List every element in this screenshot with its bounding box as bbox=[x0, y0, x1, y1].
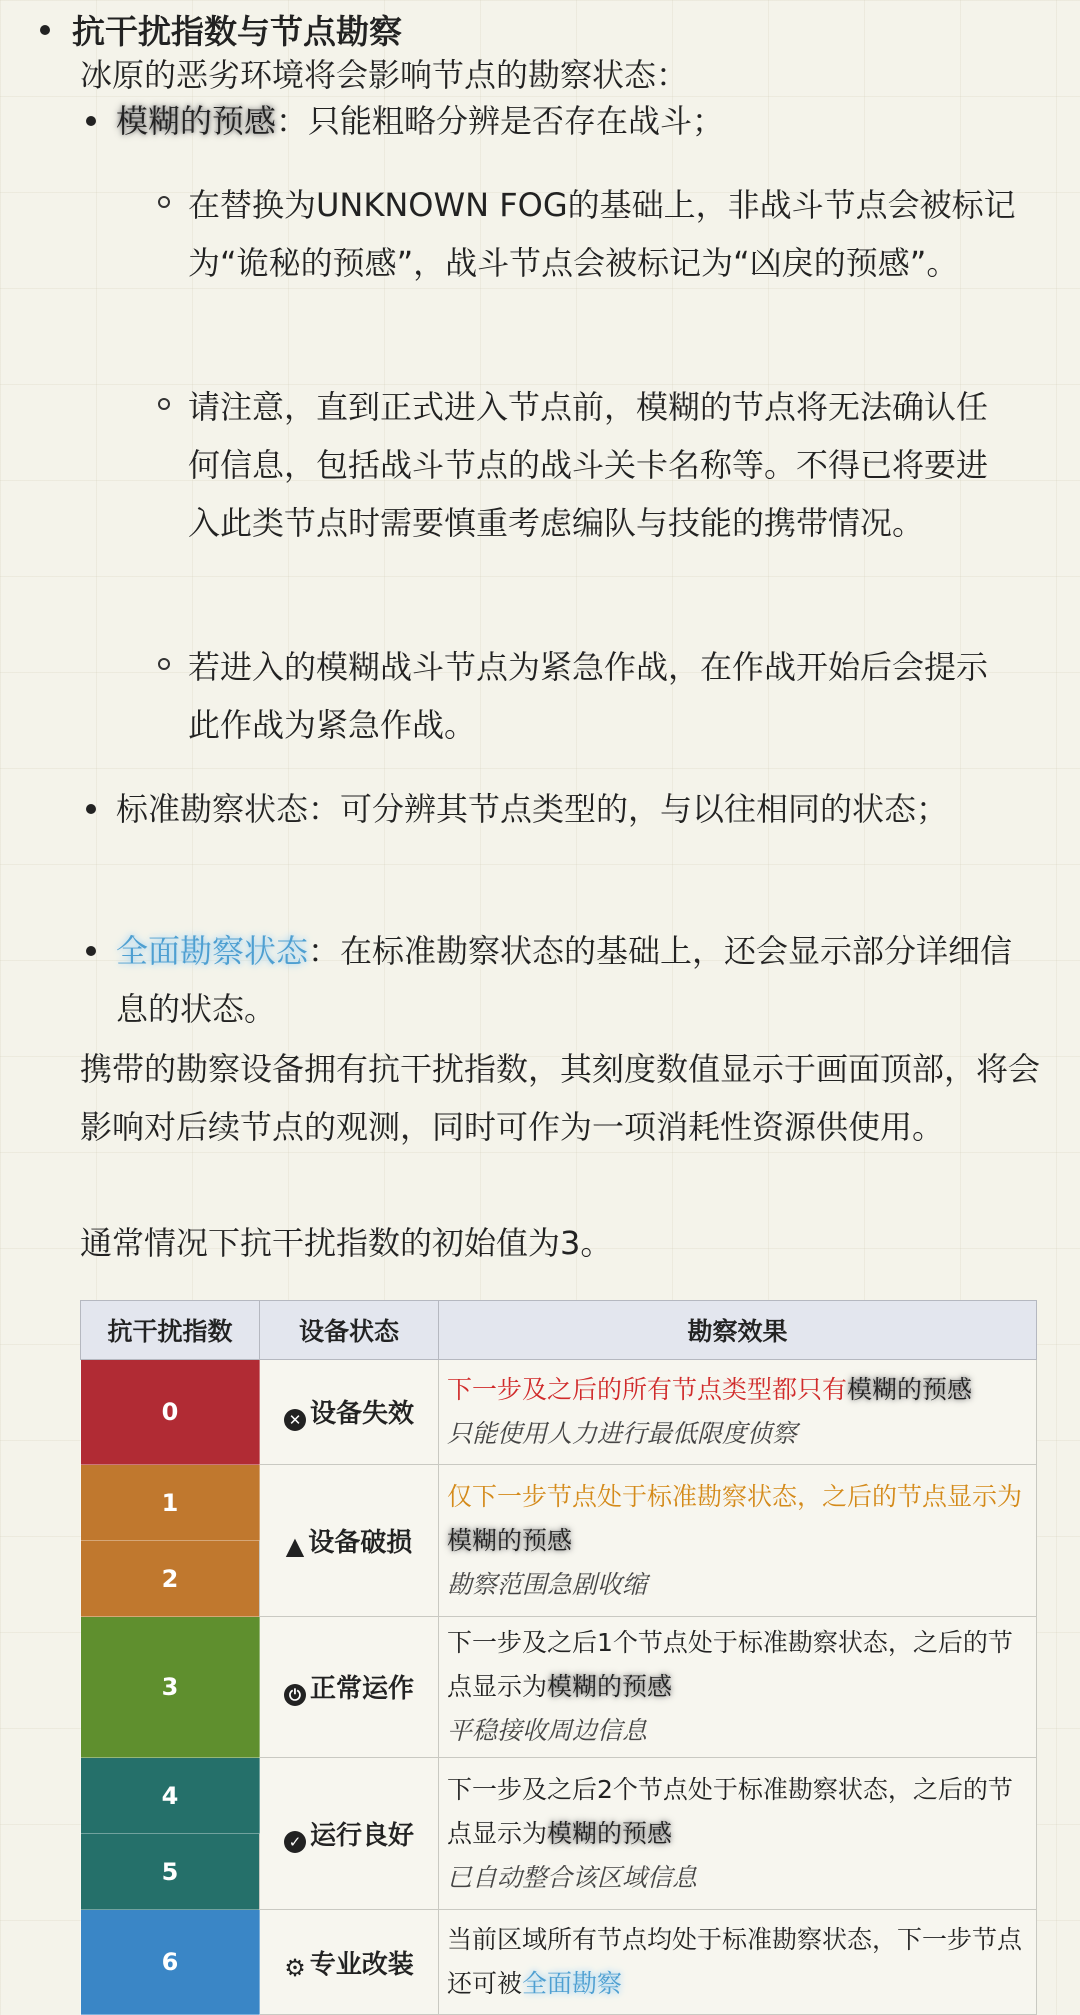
state-cell bbox=[260, 1758, 439, 1910]
table-row bbox=[81, 1910, 1037, 2015]
list-item-blurry: 模糊的预感：只能粗略分辨是否存在战斗； bbox=[116, 92, 1016, 150]
circle-bullet-icon bbox=[158, 658, 170, 670]
bullet-dot-icon bbox=[86, 946, 96, 956]
warning-triangle-icon: ▲ bbox=[285, 1532, 305, 1560]
bullet-dot-icon bbox=[40, 25, 50, 35]
effect-lead: 当前区域所有节点均处于标准勘察状态，下一步节点还可被 bbox=[447, 1925, 1023, 1998]
effect-cell bbox=[439, 1360, 1037, 1465]
list-item-full: 全面勘察状态：在标准勘察状态的基础上，还会显示部分详细信息的状态。 bbox=[116, 922, 1016, 1038]
state-cell bbox=[260, 1465, 439, 1617]
term-full-survey-link[interactable]: 全面勘察状态 bbox=[116, 932, 309, 970]
index-cell: 2 bbox=[81, 1541, 260, 1617]
effect-text bbox=[447, 1621, 1028, 1709]
effect-lead: 下一步及之后1个节点处于标准勘察状态，之后的节点显示为 bbox=[447, 1628, 1013, 1701]
effect-text bbox=[447, 1475, 1028, 1563]
index-cell: 6 bbox=[81, 1910, 260, 2015]
effect-text bbox=[447, 1918, 1028, 2006]
x-circle-icon: ✕ bbox=[284, 1409, 306, 1431]
index-cell: 4 bbox=[81, 1758, 260, 1834]
header-state: 设备状态 bbox=[260, 1301, 439, 1360]
effect-cell bbox=[439, 1465, 1037, 1617]
effect-term-link[interactable]: 全面勘察 bbox=[522, 1969, 623, 1998]
interference-table bbox=[80, 1300, 1037, 2015]
list-item-standard: 标准勘察状态：可分辨其节点类型的，与以往相同的状态； bbox=[116, 780, 1016, 838]
index-cell: 3 bbox=[81, 1617, 260, 1758]
effect-term-link[interactable]: 模糊的预感 bbox=[447, 1525, 573, 1555]
index-cell: 5 bbox=[81, 1834, 260, 1910]
state-cell bbox=[260, 1617, 439, 1758]
bullet-dot-icon bbox=[86, 804, 96, 814]
table-row bbox=[81, 1758, 1037, 1834]
effect-lead: 下一步及之后2个节点处于标准勘察状态，之后的节点显示为 bbox=[447, 1774, 1013, 1848]
table-row bbox=[81, 1617, 1037, 1758]
table-row bbox=[81, 1360, 1037, 1465]
circle-bullet-icon bbox=[158, 196, 170, 208]
state-cell bbox=[260, 1360, 439, 1465]
effect-note: 已自动整合该区域信息 bbox=[447, 1862, 698, 1892]
index-cell: 0 bbox=[81, 1360, 260, 1465]
state-label: 运行良好 bbox=[309, 1820, 414, 1851]
gear-icon: ⚙ bbox=[284, 1953, 306, 1982]
effect-note: 勘察范围急剧收缩 bbox=[447, 1569, 648, 1599]
initial-value-paragraph: 通常情况下抗干扰指数的初始值为3。 bbox=[80, 1224, 613, 1262]
device-paragraph: 携带的勘察设备拥有抗干扰指数，其刻度数值显示于画面顶部，将会影响对后续节点的观测，同时可作为一项消耗性资源供使用。 bbox=[80, 1050, 1041, 1146]
effect-cell bbox=[439, 1617, 1037, 1758]
table-body bbox=[81, 1360, 1037, 2015]
sub-list-item-warning: 请注意，直到正式进入节点前，模糊的节点将无法确认任何信息，包括战斗节点的战斗关卡名称等。不得已将要进入此类节点时需要慎重考虑编队与技能的携带情况。 bbox=[188, 378, 1018, 552]
power-circle-icon: ⏻ bbox=[284, 1684, 306, 1706]
effect-term-link[interactable]: 模糊的预感 bbox=[547, 1672, 673, 1701]
sub-list-item-emergency: 若进入的模糊战斗节点为紧急作战，在作战开始后会提示此作战为紧急作战。 bbox=[188, 638, 1018, 754]
effect-lead: 下一步及之后的所有节点类型都只有 bbox=[447, 1375, 848, 1404]
effect-note: 平稳接收周边信息 bbox=[447, 1716, 648, 1745]
index-cell: 1 bbox=[81, 1465, 260, 1541]
intro-paragraph: 冰原的恶劣环境将会影响节点的勘察状态： bbox=[80, 56, 689, 94]
header-index: 抗干扰指数 bbox=[81, 1301, 260, 1360]
effect-text bbox=[447, 1368, 1028, 1412]
effect-cell bbox=[439, 1758, 1037, 1910]
effect-cell bbox=[439, 1910, 1037, 2015]
effect-term-link[interactable]: 模糊的预感 bbox=[547, 1818, 673, 1848]
bullet-dot-icon bbox=[86, 116, 96, 126]
state-label: 设备失效 bbox=[309, 1399, 414, 1429]
table-header-row bbox=[81, 1301, 1037, 1360]
effect-note: 只能使用人力进行最低限度侦察 bbox=[447, 1419, 798, 1448]
circle-bullet-icon bbox=[158, 398, 170, 410]
effect-text bbox=[447, 1768, 1028, 1856]
state-label: 专业改装 bbox=[309, 1949, 414, 1980]
state-label: 正常运作 bbox=[309, 1674, 414, 1704]
check-circle-icon: ✓ bbox=[284, 1831, 306, 1853]
table-row bbox=[81, 1465, 1037, 1541]
header-effect: 勘察效果 bbox=[439, 1301, 1037, 1360]
sub-list-item-fog: 在替换为UNKNOWN FOG的基础上，非战斗节点会被标记为“诡秘的预感”，战斗节点会被标记为“凶戾的预感”。 bbox=[188, 176, 1018, 292]
state-cell bbox=[260, 1910, 439, 2015]
effect-lead: 仅下一步节点处于标准勘察状态，之后的节点显示为 bbox=[447, 1481, 1023, 1511]
state-label: 设备破损 bbox=[308, 1528, 413, 1558]
section-heading: 抗干扰指数与节点勘察 bbox=[40, 6, 402, 53]
term-blurry-premonition[interactable]: 模糊的预感 bbox=[116, 102, 277, 140]
effect-term-link[interactable]: 模糊的预感 bbox=[847, 1375, 973, 1404]
